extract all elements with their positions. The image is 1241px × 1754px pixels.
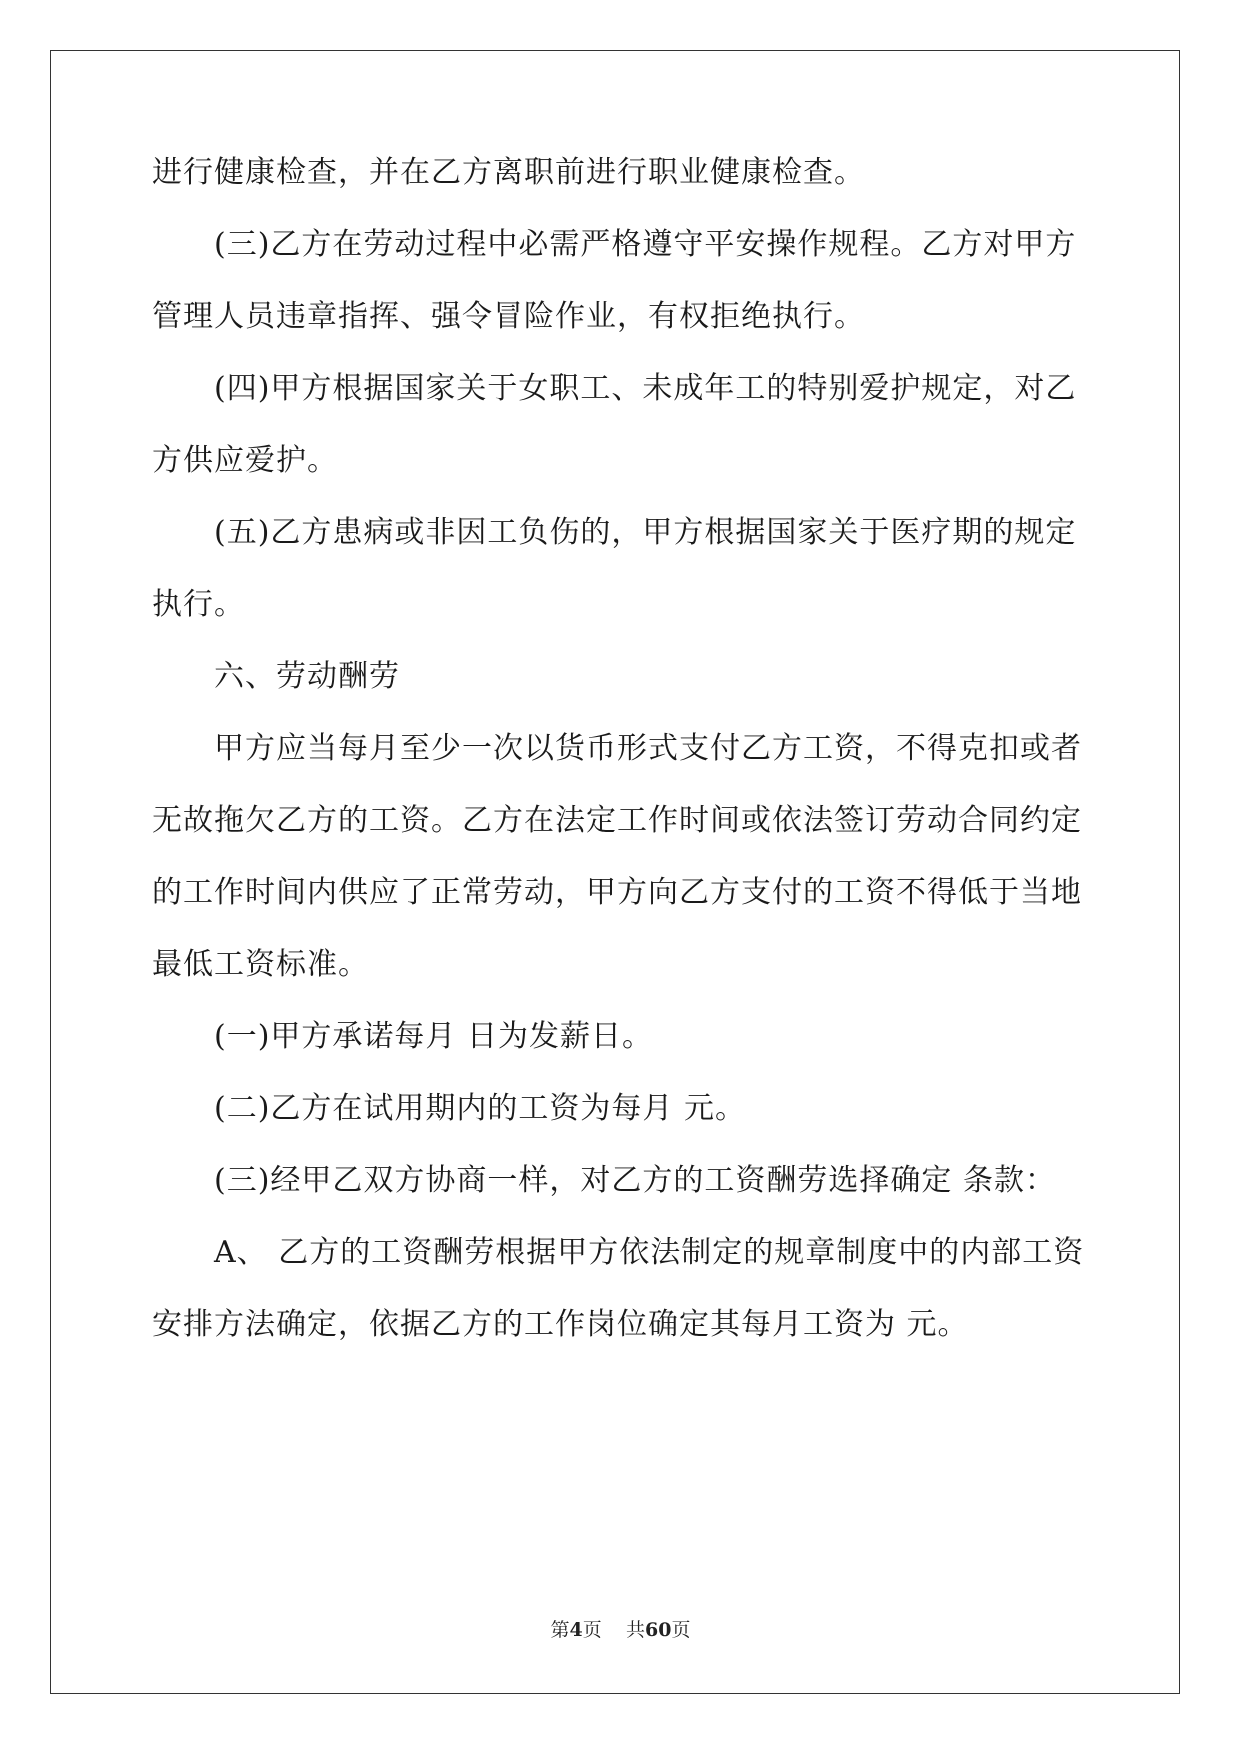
footer-total-pages: 60	[644, 1619, 672, 1641]
body-line: 安排方法确定，依据乙方的工作岗位确定其每月工资为 元。	[152, 1307, 969, 1342]
body-line: 方供应爱护。	[152, 443, 338, 478]
body-line: A、 乙方的工资酬劳根据甲方依法制定的规章制度中的内部工资	[214, 1235, 1085, 1270]
body-line: (五)乙方患病或非因工负伤的，甲方根据国家关于医疗期的规定	[214, 515, 1077, 550]
footer-page-number: 4	[569, 1619, 583, 1641]
body-line: 甲方应当每月至少一次以货币形式支付乙方工资，不得克扣或者	[214, 731, 1082, 766]
body-line: (一)甲方承诺每月 日为发薪日。	[214, 1019, 653, 1054]
section-heading: 六、劳动酬劳	[214, 659, 400, 694]
body-line: 进行健康检查，并在乙方离职前进行职业健康检查。	[152, 155, 865, 190]
footer-total-suffix: 页	[671, 1619, 691, 1641]
body-line: (四)甲方根据国家关于女职工、未成年工的特别爱护规定，对乙	[214, 371, 1077, 406]
body-line: 管理人员违章指挥、强令冒险作业，有权拒绝执行。	[152, 299, 865, 334]
body-line: (三)经甲乙双方协商一样，对乙方的工资酬劳选择确定 条款：	[214, 1163, 1056, 1198]
body-line: (二)乙方在试用期内的工资为每月 元。	[214, 1091, 746, 1126]
body-line: 执行。	[152, 587, 245, 622]
body-line: 的工作时间内供应了正常劳动，甲方向乙方支付的工资不得低于当地	[152, 875, 1082, 910]
body-line: (三)乙方在劳动过程中必需严格遵守平安操作规程。乙方对甲方	[214, 227, 1077, 262]
page-footer	[0, 1618, 1241, 1642]
footer-total-prefix: 共	[625, 1619, 645, 1641]
footer-page-suffix: 页	[582, 1619, 602, 1641]
footer-page-prefix: 第	[550, 1619, 570, 1641]
body-line: 最低工资标准。	[152, 947, 369, 982]
body-line: 无故拖欠乙方的工资。乙方在法定工作时间或依法签订劳动合同约定	[152, 803, 1082, 838]
